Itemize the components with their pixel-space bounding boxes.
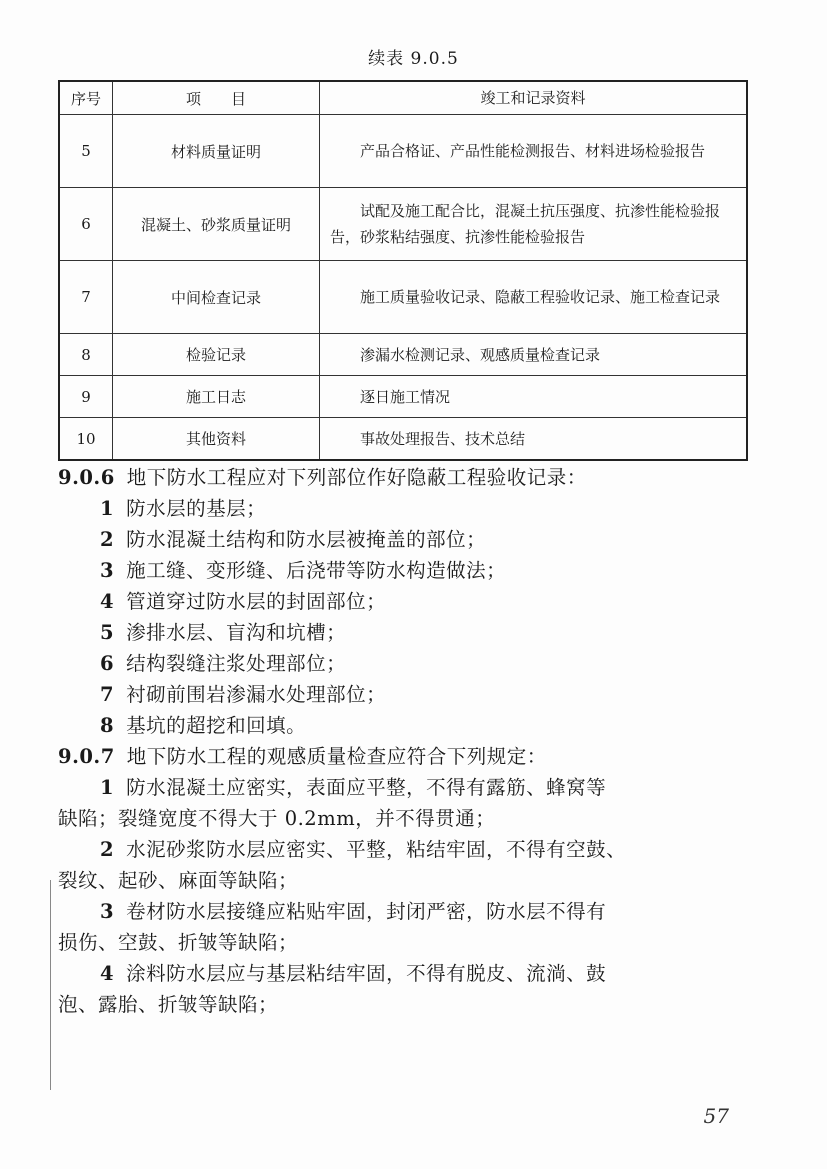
row-records	[320, 261, 748, 334]
item-text: 卷材防水层接缝应粘贴牢固，封闭严密，防水层不得有	[126, 900, 607, 923]
item-text: 防水层的基层；	[126, 497, 267, 520]
item-text: 管道穿过防水层的封固部位；	[126, 590, 387, 613]
paragraph-continuation: 损伤、空鼓、折皱等缺陷；	[58, 931, 299, 954]
list-item	[58, 710, 748, 741]
margin-rule	[50, 880, 51, 1090]
row-no: 6	[59, 188, 113, 261]
list-item	[58, 493, 748, 524]
page-number: 57	[703, 1104, 729, 1128]
item-text: 结构裂缝注浆处理部位；	[126, 652, 347, 675]
item-text: 防水混凝土结构和防水层被掩盖的部位；	[126, 528, 487, 551]
row-no: 10	[59, 418, 113, 461]
item-text: 施工缝、变形缝、后浇带等防水构造做法；	[126, 559, 507, 582]
row-no: 7	[59, 261, 113, 334]
header-item: 项 目	[113, 81, 320, 115]
row-records	[320, 418, 748, 461]
row-records	[320, 115, 748, 188]
row-records-text: 施工质量验收记录、隐蔽工程验收记录、施工检查记录	[360, 288, 721, 306]
clause-906-text: 地下防水工程应对下列部位作好隐蔽工程验收记录：	[126, 466, 587, 489]
list-item	[58, 586, 748, 617]
row-records-text: 试配及施工配合比，混凝土抗压强度、抗渗性能检验报告，砂浆粘结强度、抗渗性能检验报告	[330, 202, 721, 246]
paragraph	[58, 958, 748, 989]
row-item: 其他资料	[113, 418, 320, 461]
header-records: 竣工和记录资料	[320, 81, 748, 115]
item-text: 衬砌前围岩渗漏水处理部位；	[126, 683, 387, 706]
list-item	[58, 555, 748, 586]
table-row	[59, 188, 747, 261]
row-item: 混凝土、砂浆质量证明	[113, 188, 320, 261]
row-records	[320, 188, 748, 261]
item-number: 1	[100, 497, 115, 520]
clause-906-number: 9.0.6	[58, 466, 115, 489]
table-row	[59, 334, 747, 376]
header-no: 序号	[59, 81, 113, 115]
item-number: 5	[100, 621, 115, 644]
table-row	[59, 261, 747, 334]
row-item: 施工日志	[113, 376, 320, 418]
item-text: 防水混凝土应密实，表面应平整，不得有露筋、蜂窝等	[126, 776, 607, 799]
clause-907-number: 9.0.7	[58, 745, 115, 768]
item-text: 涂料防水层应与基层粘结牢固，不得有脱皮、流淌、鼓	[126, 962, 607, 985]
row-records-text: 产品合格证、产品性能检测报告、材料进场检验报告	[360, 142, 706, 160]
clause-907-heading	[58, 741, 748, 772]
paragraph-continuation: 裂纹、起砂、麻面等缺陷；	[58, 869, 299, 892]
paragraph	[58, 896, 748, 927]
row-records-text: 事故处理报告、技术总结	[360, 429, 526, 448]
list-item	[58, 524, 748, 555]
table-row	[59, 376, 747, 418]
item-number: 4	[100, 962, 115, 985]
list-item	[58, 617, 748, 648]
item-number: 8	[100, 714, 115, 737]
item-text: 基坑的超挖和回填。	[126, 714, 307, 737]
table-row	[59, 115, 747, 188]
item-number: 2	[100, 528, 115, 551]
list-item	[58, 679, 748, 710]
table-caption: 续表 9.0.5	[368, 49, 459, 69]
row-item: 检验记录	[113, 334, 320, 376]
clause-906	[58, 462, 748, 1020]
clause-907-text: 地下防水工程的观感质量检查应符合下列规定：	[126, 745, 547, 768]
row-item: 中间检查记录	[113, 261, 320, 334]
table-row	[59, 418, 747, 461]
paragraph	[58, 834, 748, 865]
item-number: 7	[100, 683, 115, 706]
item-number: 1	[100, 776, 115, 799]
row-no: 9	[59, 376, 113, 418]
item-text: 水泥砂浆防水层应密实、平整，粘结牢固，不得有空鼓、	[126, 838, 627, 861]
paragraph	[58, 772, 748, 803]
row-records-text: 渗漏水检测记录、观感质量检查记录	[360, 345, 601, 364]
list-item	[58, 648, 748, 679]
clause-906-heading	[58, 462, 748, 493]
item-number: 4	[100, 590, 115, 613]
item-number: 2	[100, 838, 115, 861]
row-records	[320, 376, 748, 418]
item-number: 3	[100, 559, 115, 582]
paragraph-continuation: 泡、露胎、折皱等缺陷；	[58, 993, 279, 1016]
paragraph-continuation: 缺陷；裂缝宽度不得大于 0.2mm，并不得贯通；	[58, 807, 496, 830]
row-records-text: 逐日施工情况	[360, 387, 451, 406]
table-header-row	[59, 81, 747, 115]
item-text: 渗排水层、盲沟和坑槽；	[126, 621, 347, 644]
row-no: 5	[59, 115, 113, 188]
row-records	[320, 334, 748, 376]
row-item: 材料质量证明	[113, 115, 320, 188]
row-no: 8	[59, 334, 113, 376]
completion-records-table	[58, 80, 748, 461]
item-number: 6	[100, 652, 115, 675]
item-number: 3	[100, 900, 115, 923]
